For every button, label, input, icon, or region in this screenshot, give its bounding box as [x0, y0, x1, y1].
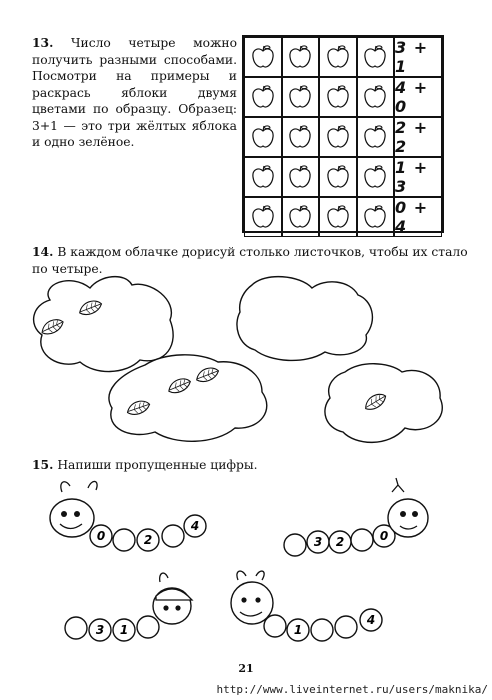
caterpillar-1-digit: 0	[96, 529, 106, 543]
example-expression: 1 + 3	[394, 157, 442, 197]
task-15-instruction: Напиши пропущенные цифры.	[57, 458, 258, 472]
task-14-number: 14.	[32, 244, 54, 259]
caterpillar-4	[231, 571, 382, 641]
caterpillar-1-digit: 2	[143, 533, 153, 547]
caterpillar-1	[50, 481, 206, 551]
caterpillar-4-digit: 1	[293, 623, 303, 637]
task-13-number: 13.	[32, 35, 54, 50]
cloud-3[interactable]	[109, 355, 267, 441]
caterpillar-4-digit: 4	[366, 613, 376, 627]
cloud-2[interactable]	[237, 277, 372, 361]
caterpillar-2-digit: 2	[335, 535, 345, 549]
example-expression: 4 + 0	[394, 77, 442, 117]
task-14-instruction: В каждом облачке дорисуй столько листочков, чтобы их стало по четыре.	[32, 245, 468, 276]
page-number: 21	[238, 662, 254, 675]
cloud-4[interactable]	[325, 364, 442, 443]
caterpillar-3-digit: 1	[119, 623, 129, 637]
caterpillar-3-digit: 3	[95, 623, 105, 637]
example-expression: 3 + 1	[394, 37, 442, 77]
caterpillar-2-digit: 0	[379, 529, 389, 543]
task-13-instruction: Число четыре можно получить разными способами. Посмотри на примеры и раскрась яблоки двумя цветами по образцу. Образец: 3+1 — это три жёлтых яблока и одно зелёное.	[32, 36, 237, 149]
caterpillar-3	[65, 573, 192, 641]
example-expression: 2 + 2	[394, 117, 442, 157]
task-15-number: 15.	[32, 457, 54, 472]
example-expression: 0 + 4	[394, 197, 442, 237]
caterpillar-1-digit: 4	[190, 519, 200, 533]
caterpillar-2-digit: 3	[313, 535, 323, 549]
watermark: http://www.liveinternet.ru/users/maknika/	[216, 683, 488, 696]
caterpillar-2	[284, 478, 428, 556]
cloud-1[interactable]	[34, 277, 174, 372]
